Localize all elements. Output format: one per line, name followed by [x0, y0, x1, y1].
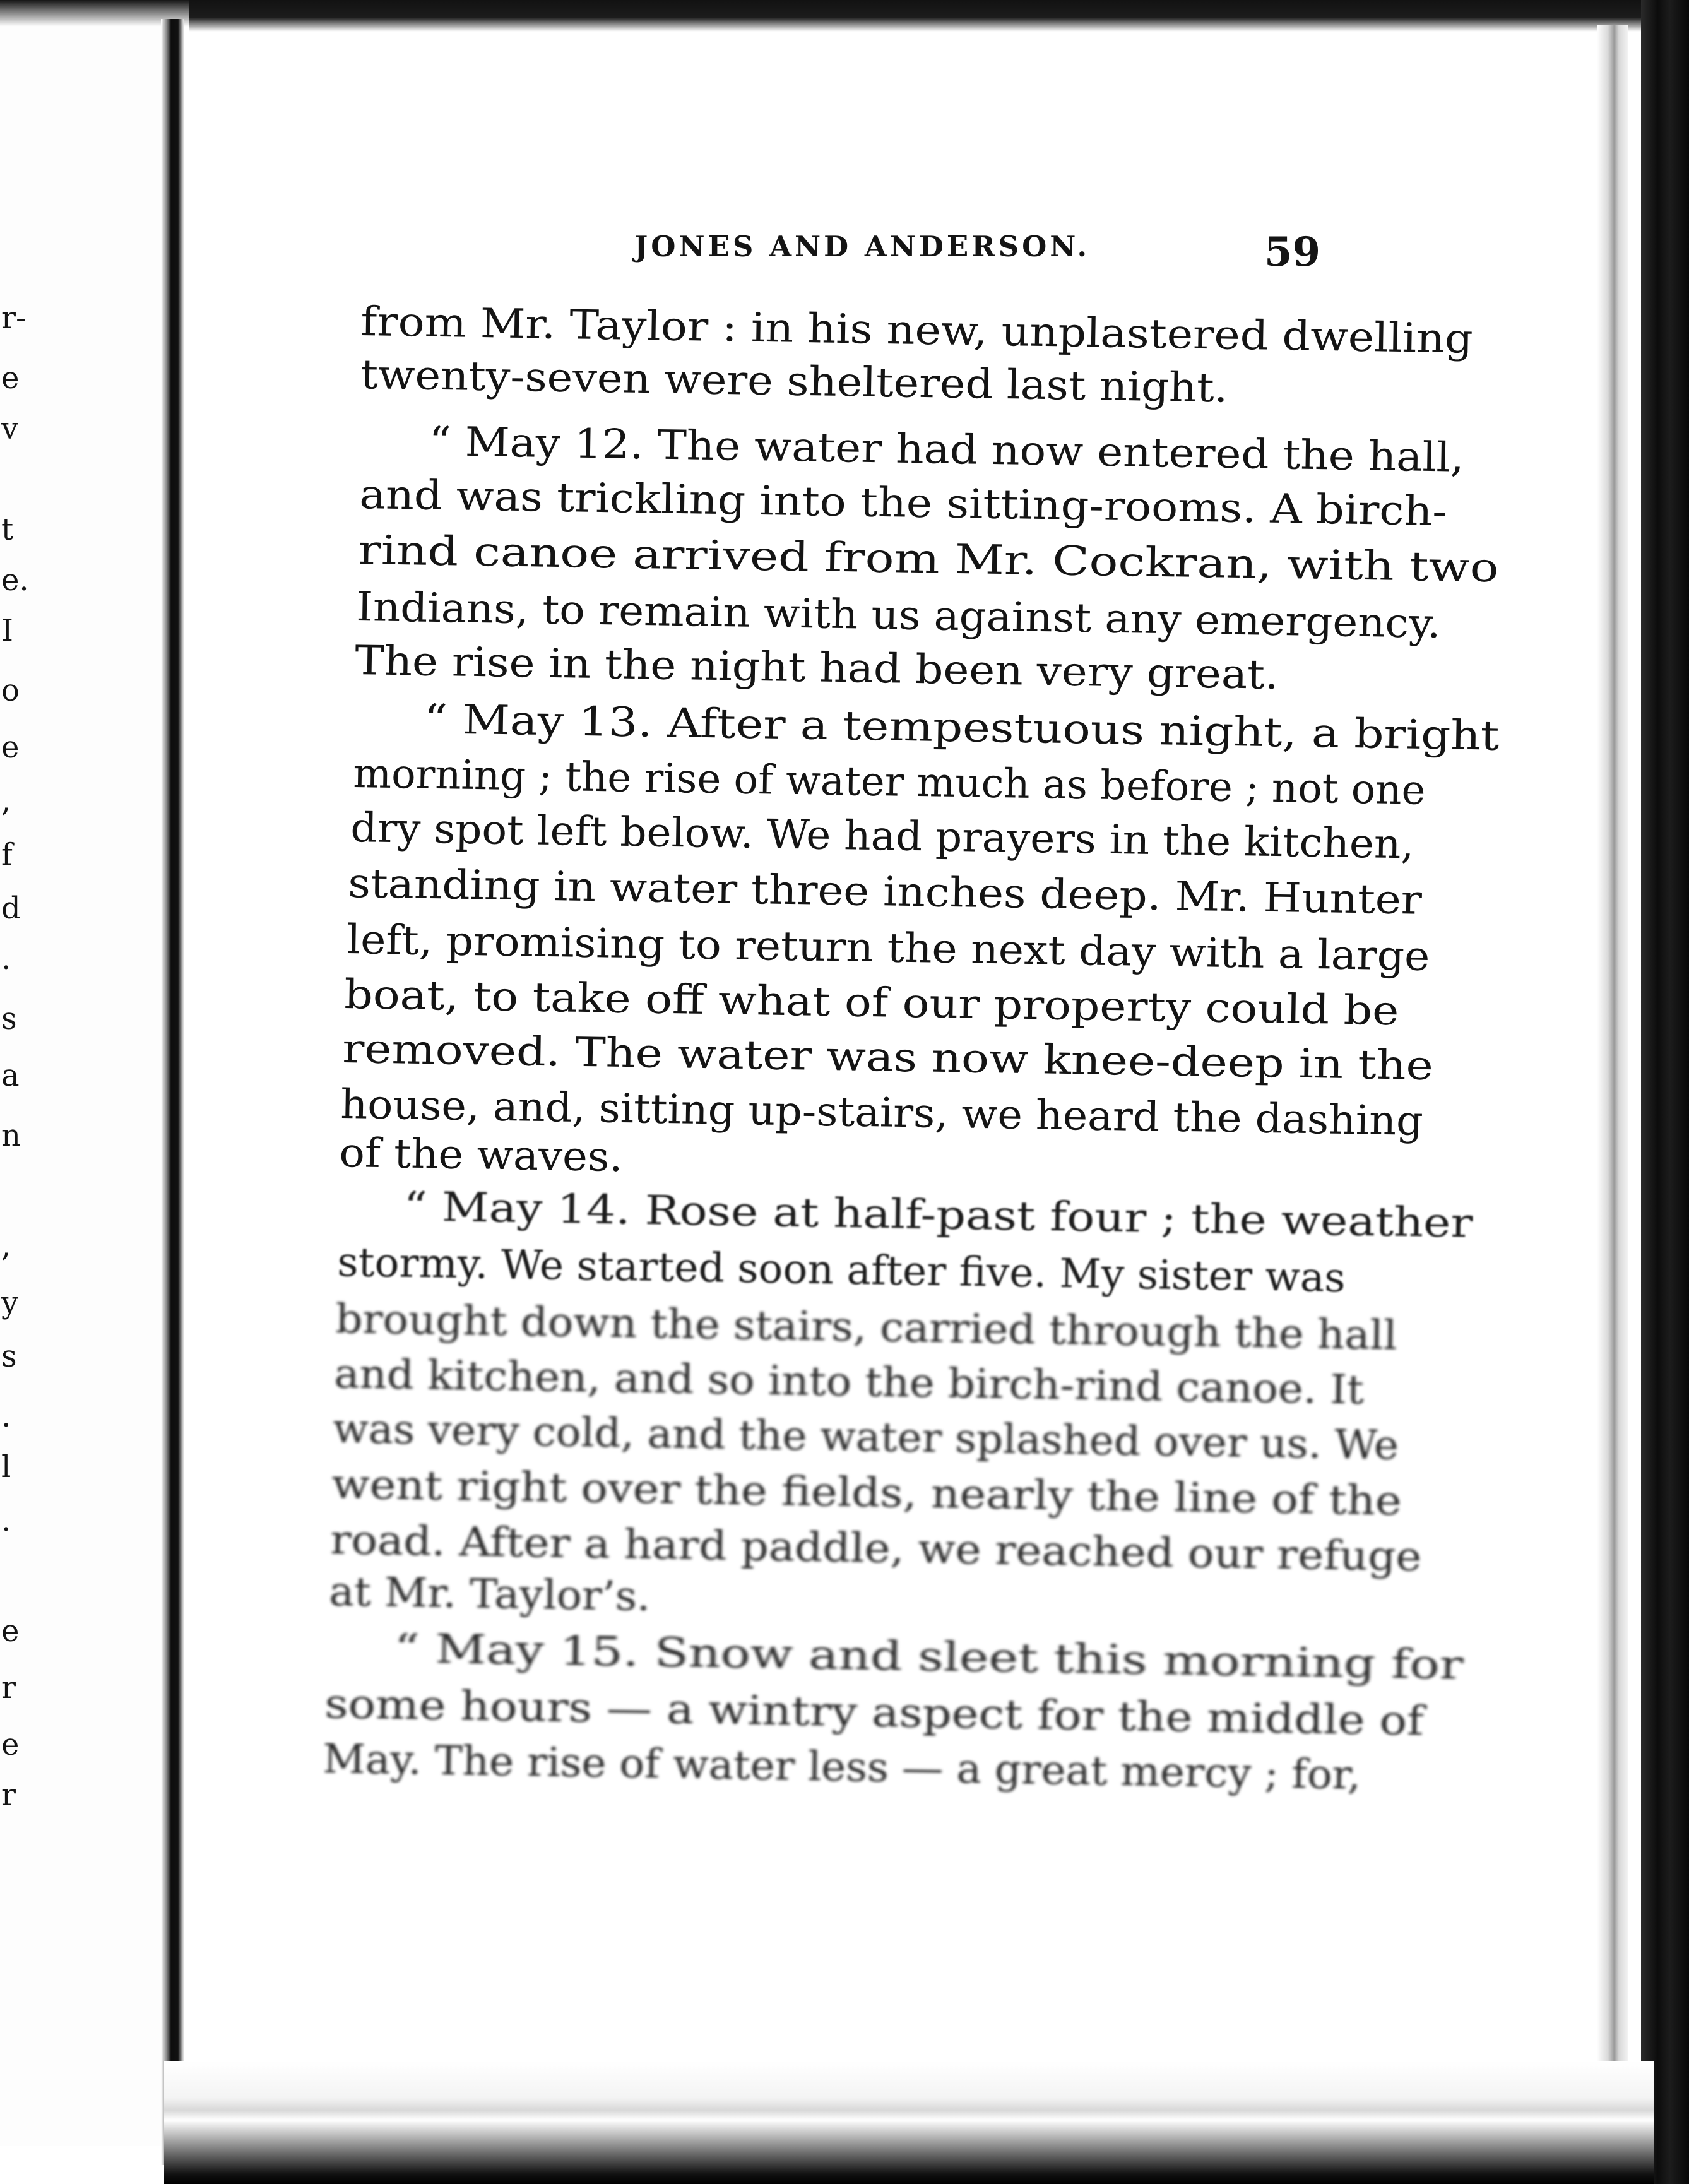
- text-line: Indians, to remain with us against any emergency.: [355, 584, 1442, 648]
- edge-letter: r: [1, 1670, 16, 1706]
- edge-letter: e: [1, 1727, 20, 1762]
- edge-letter: t: [1, 512, 14, 547]
- edge-letter: e: [1, 360, 20, 396]
- text-line: and kitchen, and so into the birch-rind canoe. It: [333, 1351, 1365, 1414]
- edge-letter: y: [1, 1285, 19, 1320]
- text-line: road. After a hard paddle, we reached our refuge: [329, 1517, 1422, 1581]
- text-line: and was trickling into the sitting-rooms. A birch-: [359, 472, 1448, 536]
- edge-letter: f: [1, 837, 13, 872]
- edge-letter: ,: [1, 1228, 11, 1264]
- text-line: twenty-seven were sheltered last night.: [360, 352, 1228, 412]
- text-line: some hours — a wintry aspect for the middle of: [324, 1681, 1425, 1745]
- text-line: boat, to take off what of our property could be: [343, 971, 1399, 1035]
- text-line: brought down the stairs, carried through the hall: [335, 1296, 1397, 1360]
- edge-letter: s: [1, 1339, 17, 1374]
- edge-letter: .: [1, 1503, 11, 1538]
- page-number: 59: [1264, 228, 1321, 276]
- edge-letter: e: [1, 730, 20, 765]
- edge-letter: .: [1, 941, 11, 976]
- text-line: house, and, sitting up-stairs, we heard the dashing: [340, 1081, 1424, 1145]
- edge-letter: d: [1, 891, 21, 926]
- edge-letter: o: [1, 673, 20, 708]
- text-line: of the waves.: [338, 1130, 624, 1182]
- text-line: “ May 15. Snow and sleet this morning for: [393, 1625, 1464, 1689]
- edge-letter: n: [1, 1118, 21, 1153]
- text-line: removed. The water was now knee-deep in the: [341, 1026, 1434, 1090]
- text-line: “ May 13. After a tempestuous night, a bright: [423, 696, 1500, 760]
- edge-letter: r: [1, 1777, 16, 1813]
- edge-letter: a: [1, 1058, 20, 1093]
- edge-letter: I: [1, 613, 13, 648]
- text-line: left, promising to return the next day with a large: [346, 917, 1430, 980]
- text-line: from Mr. Taylor : in his new, unplastered dwelling: [360, 299, 1474, 363]
- text-line: at Mr. Taylor’s.: [328, 1569, 651, 1620]
- text-line: stormy. We started soon after five. My sister was: [336, 1239, 1346, 1302]
- text-line: May. The rise of water less — a great mercy ; for,: [322, 1736, 1361, 1799]
- edge-letter: r-: [1, 300, 27, 336]
- text-line: “ May 12. The water had now entered the hall,: [428, 418, 1465, 482]
- edge-letter: s: [1, 1001, 17, 1036]
- edge-letter: .: [1, 1399, 11, 1434]
- edge-letter: v: [1, 411, 19, 446]
- edge-letter: l: [1, 1449, 11, 1485]
- text-line: “ May 14. Rose at half-past four ; the weather: [403, 1184, 1473, 1247]
- text-line: rind canoe arrived from Mr. Cockran, with two: [357, 527, 1500, 592]
- edge-letter: e: [1, 1613, 20, 1649]
- text-line: dry spot left below. We had prayers in the kitchen,: [350, 805, 1414, 869]
- text-line: The rise in the night had been very great.: [354, 638, 1279, 699]
- running-head: JONES AND ANDERSON.: [634, 230, 1091, 263]
- text-line: morning ; the rise of water much as before ; not one: [352, 751, 1426, 814]
- edge-letter: e.: [1, 562, 29, 598]
- edge-letter: ,: [1, 783, 11, 819]
- text-line: was very cold, and the water splashed over us. We: [332, 1406, 1399, 1469]
- text-line: went right over the fields, nearly the line of the: [331, 1461, 1402, 1525]
- text-line: standing in water three inches deep. Mr. Hunter: [347, 860, 1423, 924]
